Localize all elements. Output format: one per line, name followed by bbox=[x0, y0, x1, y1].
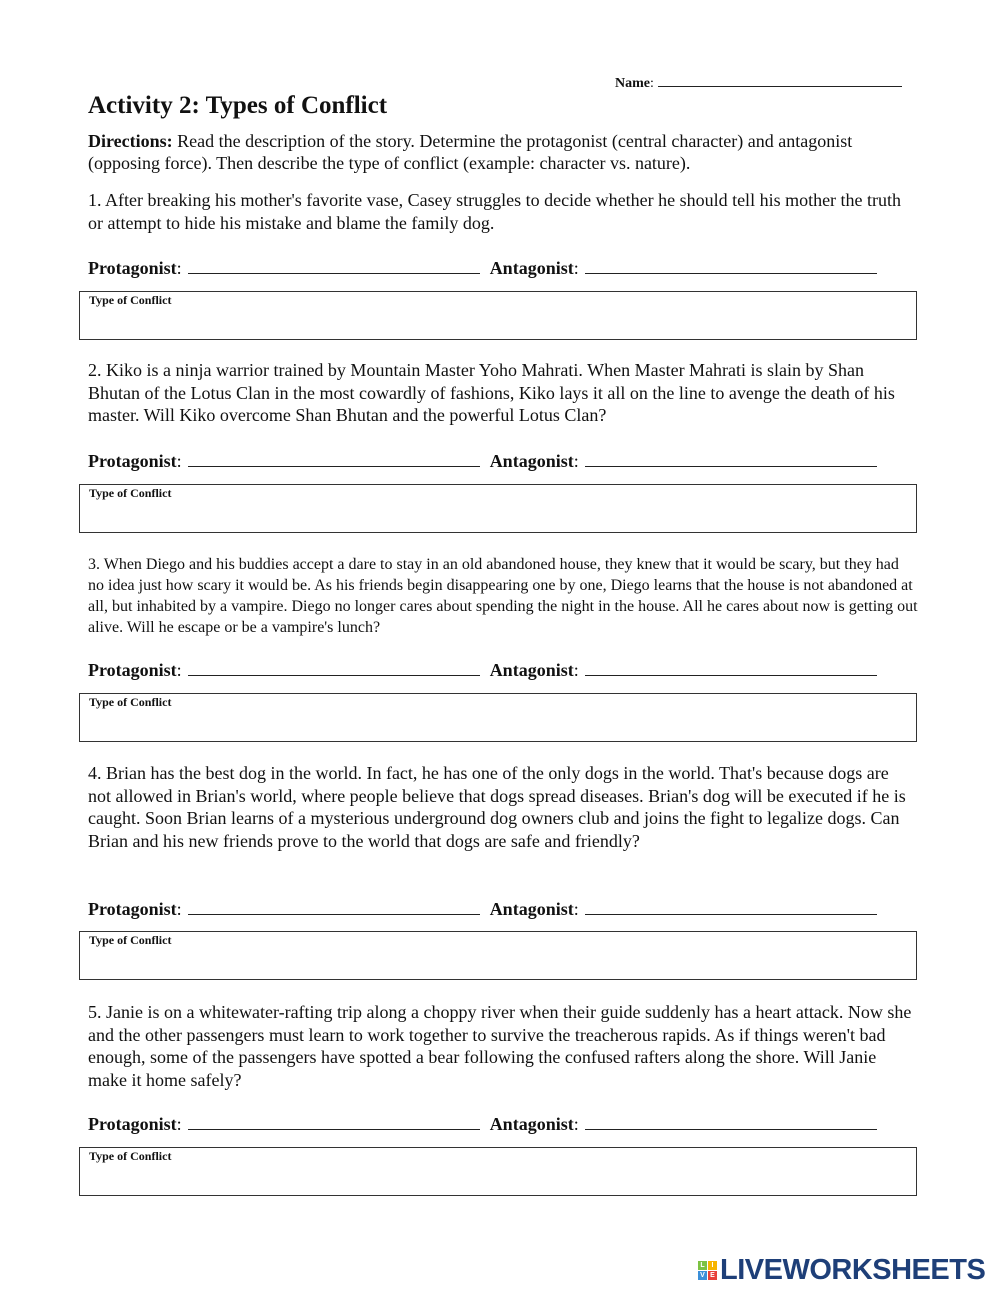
protagonist-input[interactable] bbox=[188, 257, 480, 274]
antagonist-label: Antagonist bbox=[489, 1114, 574, 1134]
logo-tile: E bbox=[708, 1271, 717, 1280]
protagonist-label: Protagonist bbox=[88, 258, 177, 278]
directions bbox=[88, 130, 928, 174]
page-title: Activity 2: Types of Conflict bbox=[88, 92, 388, 119]
type-of-conflict-box-1[interactable] bbox=[79, 291, 917, 340]
live-tiles-icon bbox=[698, 1261, 717, 1280]
directions-label: Directions: bbox=[88, 131, 173, 151]
question-5-text: 5. Janie is on a whitewater-rafting trip along a choppy river when their guide suddenly has a heart attack. Now she and the other passengers must learn to work together to survive the treacherous rapids. As if things weren't bad enough, some of the passengers have spotted a bear following the confused rafters along the shore. Will Janie make it home safely? bbox=[88, 1002, 912, 1090]
question-2-text: 2. Kiko is a ninja warrior trained by Mountain Master Yoho Mahrati. When Master Mahrati is slain by Shan Bhutan of the Lotus Clan in the most cowardly of fashions, Kiko lays it all on the line to avenge the death of his master. Will Kiko overcome Shan Bhutan and the powerful Lotus Clan? bbox=[88, 360, 895, 425]
name-input-line[interactable] bbox=[658, 74, 902, 87]
directions-text: Read the description of the story. Determine the protagonist (central character) and antagonist (opposing force). Then describe the type of conflict (example: character vs. nature). bbox=[88, 131, 853, 173]
question-5-answers bbox=[88, 1113, 877, 1135]
question-4-answers bbox=[88, 898, 877, 920]
colon: : bbox=[573, 258, 579, 278]
type-of-conflict-label: Type of Conflict bbox=[89, 933, 172, 947]
protagonist-label: Protagonist bbox=[88, 1114, 177, 1134]
question-1-text: 1. After breaking his mother's favorite vase, Casey struggles to decide whether he should tell his mother the truth or attempt to hide his mistake and blame the family dog. bbox=[88, 190, 902, 233]
colon: : bbox=[176, 258, 182, 278]
protagonist-label: Protagonist bbox=[88, 451, 177, 471]
colon: : bbox=[573, 451, 579, 471]
logo-tile: L bbox=[698, 1261, 707, 1270]
type-of-conflict-label: Type of Conflict bbox=[89, 293, 172, 307]
protagonist-input[interactable] bbox=[188, 450, 480, 467]
antagonist-input[interactable] bbox=[585, 450, 877, 467]
liveworksheets-logo bbox=[698, 1254, 985, 1287]
colon: : bbox=[176, 660, 182, 680]
type-of-conflict-label: Type of Conflict bbox=[89, 1149, 172, 1163]
name-field bbox=[615, 74, 902, 92]
colon: : bbox=[176, 451, 182, 471]
antagonist-label: Antagonist bbox=[489, 899, 574, 919]
protagonist-input[interactable] bbox=[188, 898, 480, 915]
type-of-conflict-label: Type of Conflict bbox=[89, 486, 172, 500]
colon: : bbox=[573, 899, 579, 919]
logo-text: LIVEWORKSHEETS bbox=[720, 1254, 986, 1286]
protagonist-input[interactable] bbox=[188, 659, 480, 676]
protagonist-label: Protagonist bbox=[88, 660, 177, 680]
question-3-answers bbox=[88, 659, 877, 681]
antagonist-input[interactable] bbox=[585, 659, 877, 676]
colon: : bbox=[176, 899, 182, 919]
protagonist-input[interactable] bbox=[188, 1113, 480, 1130]
colon: : bbox=[176, 1114, 182, 1134]
type-of-conflict-box-5[interactable] bbox=[79, 1147, 917, 1196]
antagonist-label: Antagonist bbox=[489, 451, 574, 471]
antagonist-input[interactable] bbox=[585, 898, 877, 915]
type-of-conflict-box-2[interactable] bbox=[79, 484, 917, 533]
type-of-conflict-box-4[interactable] bbox=[79, 931, 917, 980]
antagonist-input[interactable] bbox=[585, 257, 877, 274]
antagonist-label: Antagonist bbox=[489, 258, 574, 278]
colon: : bbox=[573, 660, 579, 680]
antagonist-label: Antagonist bbox=[489, 660, 574, 680]
question-2-answers bbox=[88, 450, 877, 472]
type-of-conflict-box-3[interactable] bbox=[79, 693, 917, 742]
question-4-text: 4. Brian has the best dog in the world. In fact, he has one of the only dogs in the world. That's because dogs are not allowed in Brian's world, where people believe that dogs spread diseases. Brian's dog will be executed if he is caught. Soon Brian learns of a mysterious underground dog owners club and joins the fight to legalize dogs. Can Brian and his new friends prove to the world that dogs are safe and friendly? bbox=[88, 763, 906, 851]
type-of-conflict-label: Type of Conflict bbox=[89, 695, 172, 709]
question-3-text: 3. When Diego and his buddies accept a dare to stay in an old abandoned house, they knew that it would be scary, but they had no idea just how scary it would be. As his friends begin disappearing one by one, Diego learns that the house is not abandoned at all, but inhabited by a vampire. Diego no longer cares about spending the night in the house. All he cares about now is getting out alive. Will he escape or be a vampire's lunch? bbox=[88, 556, 918, 636]
protagonist-label: Protagonist bbox=[88, 899, 177, 919]
name-label: Name bbox=[615, 76, 650, 91]
logo-tile: V bbox=[698, 1271, 707, 1280]
antagonist-input[interactable] bbox=[585, 1113, 877, 1130]
colon: : bbox=[573, 1114, 579, 1134]
name-colon: : bbox=[650, 76, 654, 91]
question-1-answers bbox=[88, 257, 877, 279]
logo-tile: I bbox=[708, 1261, 717, 1270]
